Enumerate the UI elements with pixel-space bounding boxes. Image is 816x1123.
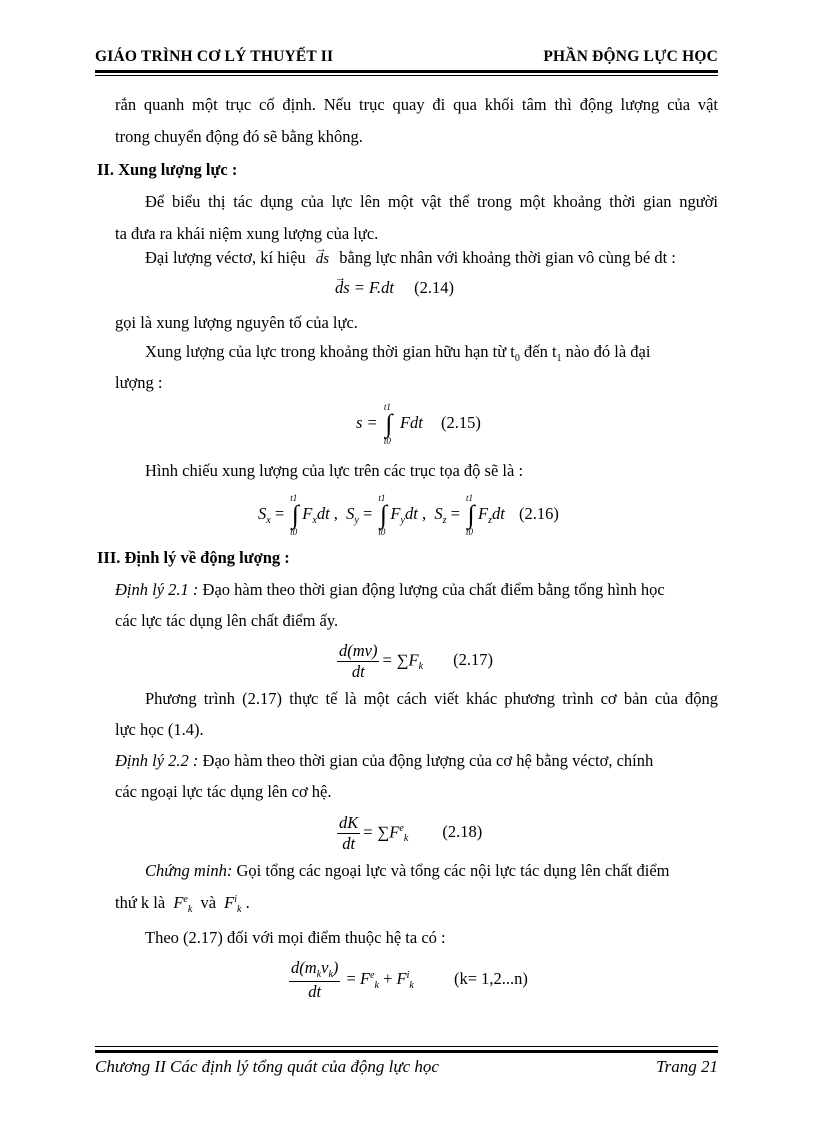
paragraph-line: trong chuyển động đó sẽ bằng không. <box>115 127 363 146</box>
text-run: thứ k là <box>115 893 166 912</box>
math-run: d(m <box>291 958 317 977</box>
subscript: k <box>418 661 424 673</box>
math-run: → ds <box>316 249 329 269</box>
header-rule-thin <box>95 75 718 76</box>
equation-2-14 <box>335 278 454 298</box>
superscript: e <box>183 894 188 905</box>
paragraph-line: ta đưa ra khái niệm xung lượng của lực. <box>115 224 379 243</box>
equation-number: (2.14) <box>414 278 454 297</box>
paragraph-line: các ngoại lực tác dụng lên cơ hệ. <box>115 782 332 801</box>
math-run: = ∑F <box>362 822 400 842</box>
integral-lower-limit: t0 <box>378 527 386 537</box>
section-heading-ii: II. Xung lượng lực : <box>97 160 238 179</box>
subscript: k <box>403 833 409 845</box>
paragraph-line <box>145 248 676 269</box>
footer-rule-thick <box>95 1050 718 1053</box>
math-run: S <box>258 503 267 523</box>
math-run: Fdt <box>399 412 423 432</box>
footer-rule-thin <box>95 1046 718 1047</box>
fraction <box>337 813 360 854</box>
subscript: y <box>400 514 405 526</box>
footer-chapter-title: Chương II Các định lý tổng quát của động lực học <box>95 1057 439 1076</box>
integral-upper-limit: t1 <box>290 493 298 503</box>
header-left-title: GIÁO TRÌNH CƠ LÝ THUYẾT II <box>95 48 334 65</box>
subscript: 0 <box>514 353 520 364</box>
fraction-denominator: dt <box>351 662 365 681</box>
equation-number: (2.18) <box>442 822 483 842</box>
integral-sign: t1 ∫ t0 <box>382 411 396 437</box>
subscript: z <box>442 514 447 526</box>
math-run: → ds <box>335 278 350 298</box>
equation-note: (k= 1,2...n) <box>453 968 528 988</box>
proof-label: Chứng minh: <box>145 861 233 880</box>
fraction-numerator: dK <box>339 813 359 832</box>
integral-lower-limit: t0 <box>466 527 474 537</box>
equation-number: (2.15) <box>440 412 481 432</box>
subscript: z <box>488 514 493 526</box>
text-run: đến t <box>519 342 557 361</box>
equation-number: (2.17) <box>453 650 494 670</box>
fraction-denominator: dt <box>342 834 356 853</box>
text-run: Gọi tổng các ngoại lực và tổng các nội lực tác dụng lên chất điểm <box>236 861 670 880</box>
section-heading-iii: III. Định lý về động lượng : <box>97 548 290 567</box>
fraction <box>337 641 379 682</box>
subscript: x <box>312 514 317 526</box>
text-run: Xung lượng của lực trong khoảng thời gian hữu hạn từ t <box>145 342 515 361</box>
paragraph-line: Phương trình (2.17) thực tế là một cách viết khác phương trình cơ bản của động <box>145 689 718 708</box>
superscript: e <box>399 823 404 835</box>
equation-2-18 <box>335 813 482 854</box>
integral-sign: t1 ∫ t0 <box>288 502 302 528</box>
paragraph-line: các lực tác dụng lên chất điểm ấy. <box>115 611 339 630</box>
paragraph-line <box>115 751 718 771</box>
integral-sign: t1 ∫ t0 <box>376 502 390 528</box>
math-run: S <box>434 503 443 523</box>
paragraph-line: Theo (2.17) đối với mọi điểm thuộc hệ ta có : <box>145 928 446 947</box>
fraction-denominator: dt <box>308 982 322 1001</box>
paragraph-line <box>115 580 718 600</box>
fraction-numerator: d(mv) <box>339 641 378 660</box>
integral-upper-limit: t1 <box>378 493 386 503</box>
paragraph-line: lực học (1.4). <box>115 720 204 739</box>
header-rule-thick <box>95 70 718 73</box>
math-symbol-ds <box>316 251 329 267</box>
page-number: Trang 21 <box>656 1057 718 1076</box>
subscript: 1 <box>556 353 562 364</box>
math-run: = F.dt <box>353 278 394 297</box>
paragraph-line: Để biểu thị tác dụng của lực lên một vật thể trong một khoảng thời gian người <box>145 192 718 211</box>
equation-momentum-point: $\frac{d(m_kv_k)}{dt}$ = $F^e_k + F^i_k$ (k= 1,2...n) <box>291 958 528 1001</box>
integral-lower-limit: t0 <box>290 527 298 537</box>
subscript: x <box>266 514 271 526</box>
equation-2-15 <box>356 402 481 446</box>
theorem-label: Định lý 2.2 : <box>115 751 199 770</box>
text-run: và <box>200 893 217 912</box>
equation-number: (2.16) <box>519 503 559 523</box>
page-header <box>95 48 718 68</box>
equation-2-16: $S_x$ = t1 ∫ t0 $F_xdt$ , $S_y$ = t1 ∫ t0 $F_ydt$ , $S_z$ = t1 ∫ t0 $F_zdt$ (2.16) <box>258 502 559 528</box>
text-run: Đạo hàm theo thời gian của động lượng của cơ hệ bằng véctơ, chính <box>202 751 654 770</box>
paragraph-line <box>145 861 718 881</box>
integral-sign: t1 ∫ t0 <box>464 502 478 528</box>
text-run: Đạo hàm theo thời gian động lượng của chất điểm bằng tổng hình học <box>202 580 665 599</box>
text-run: nào đó là đại <box>561 342 651 361</box>
paragraph-line: lượng : <box>115 373 163 392</box>
paragraph-line: Hình chiếu xung lượng của lực trên các trục tọa độ sẽ là : <box>145 461 524 480</box>
text-run: bằng lực nhân với khoảng thời gian vô cùng bé dt : <box>339 248 676 267</box>
integral-lower-limit: t0 <box>383 436 391 446</box>
text-run: Đại lượng véctơ, kí hiệu <box>145 248 306 267</box>
equation-2-17 <box>335 641 493 682</box>
paragraph-line: gọi là xung lượng nguyên tố của lực. <box>115 313 358 332</box>
paragraph-line <box>145 342 718 365</box>
integral-upper-limit: t1 <box>466 493 474 503</box>
math-run: v <box>321 958 329 977</box>
paragraph-line: rắn quanh một trục cố định. Nếu trục quay đi qua khối tâm thì động lượng của vật <box>115 95 718 114</box>
page-footer <box>95 1057 718 1079</box>
paragraph-line: thứ k là $F^e_k$ và $F^i_k$ . <box>115 893 250 915</box>
subscript: y <box>354 514 359 526</box>
fraction <box>289 958 340 1002</box>
header-right-title: PHẦN ĐỘNG LỰC HỌC <box>543 48 718 65</box>
math-run: s = <box>356 412 378 432</box>
math-run: S <box>346 503 355 523</box>
subscript: k <box>187 904 193 915</box>
theorem-label: Định lý 2.1 : <box>115 580 199 599</box>
fraction-numerator: $d(m_kv_k)$ <box>291 958 339 980</box>
integral-upper-limit: t1 <box>383 402 391 412</box>
math-run: = ∑F <box>381 650 419 670</box>
math-run: ) <box>332 958 339 977</box>
